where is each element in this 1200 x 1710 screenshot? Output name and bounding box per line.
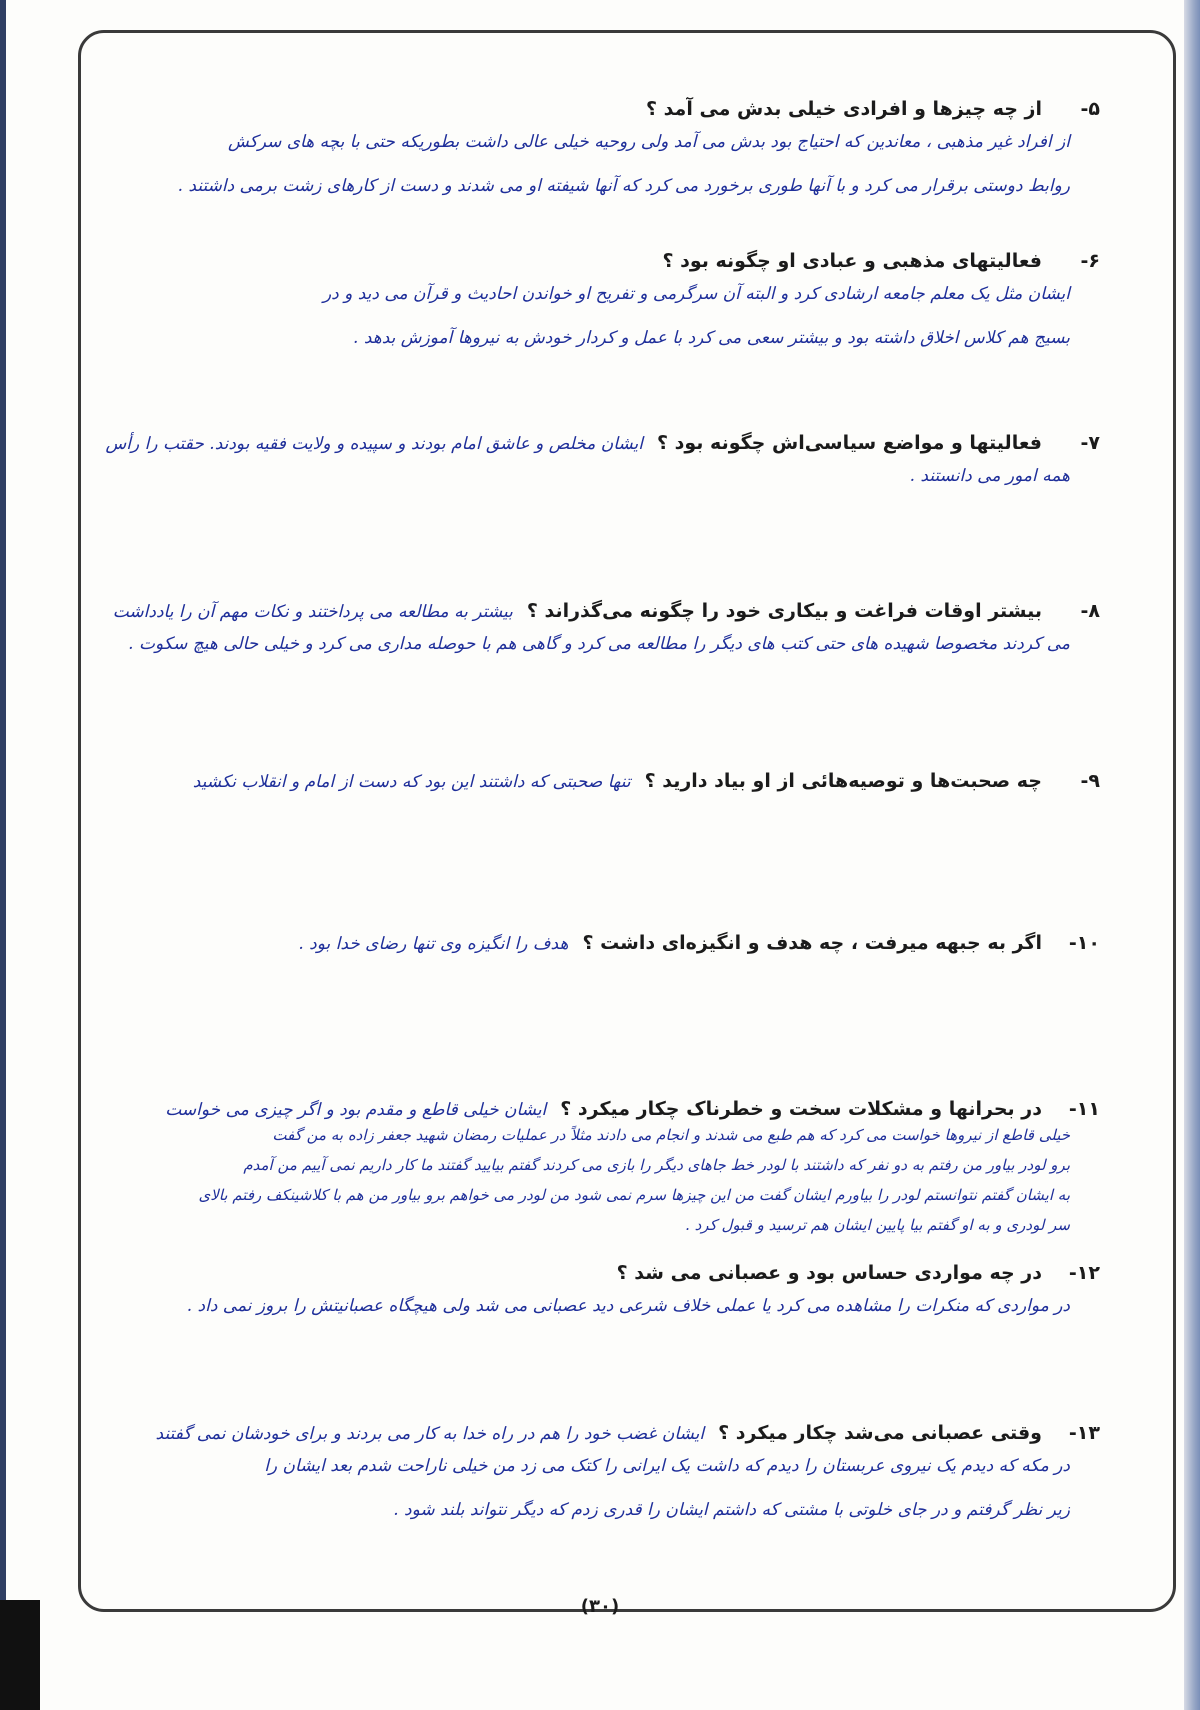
question-number: ۵-	[1080, 98, 1100, 120]
answer-inline: ایشان مخلص و عاشق امام بودند و سپیده و ولایت فقیه بودند. حقتب را رأس	[105, 434, 643, 454]
answer-line: همه امور می دانستند .	[909, 466, 1070, 486]
answer-line: خیلی قاطع از نیروها خواست می کرد که هم طبع می شدند و انجام می دادند مثلاً در عملیات رمضان شهید جعفر زاده به من گفت	[272, 1126, 1070, 1144]
question-number: ۸-	[1080, 600, 1100, 622]
answer-inline: بیشتر به مطالعه می پرداختند و نکات مهم آن را یادداشت	[112, 602, 513, 622]
answer-line: سر لودری و به او گفتم بیا پایین ایشان هم ترسید و قبول کرد .	[685, 1216, 1070, 1234]
question-number: ۱۰-	[1068, 932, 1100, 954]
question-10	[100, 932, 1100, 954]
question-7	[100, 432, 1100, 498]
question-13	[100, 1422, 1100, 1532]
answer-line: ایشان مثل یک معلم جامعه ارشادی کرد و البته آن سرگرمی و تفریح او خواندن احادیث و قرآن می دید و در	[322, 284, 1070, 304]
answer-line: روابط دوستی برقرار می کرد و با آنها طوری برخورد می کرد که آنها شیفته او می شدند و دست از کارهای زشت برمی داشتند .	[177, 176, 1070, 196]
page-number: (۳۰)	[580, 1596, 620, 1617]
question-number: ۱۳-	[1068, 1422, 1100, 1444]
page-edge-right	[1184, 0, 1200, 1710]
question-6	[100, 250, 1100, 360]
answer-line: برو لودر بیاور من رفتم به دو نفر که داشتند با لودر خط جاهای دیگر را بازی می کردند گفتم بیایید گفتند ما کار داریم نمی آییم من آمدم	[243, 1156, 1070, 1174]
answer-line: در مکه که دیدم یک نیروی عربستان را دیدم که داشت یک ایرانی را کتک می زد من خیلی ناراحت شدم بعد ایشان را	[264, 1456, 1070, 1476]
question-text: در بحرانها و مشکلات سخت و خطرناک چکار میکرد ؟	[560, 1098, 1042, 1120]
answer-line: زیر نظر گرفتم و در جای خلوتی با مشتی که داشتم ایشان را قدری زدم که دیگر نتواند بلند شود .	[393, 1500, 1070, 1520]
question-text: فعالیتهای مذهبی و عبادی او چگونه بود ؟	[662, 250, 1042, 272]
question-number: ۷-	[1080, 432, 1100, 454]
answer-line: در مواردی که منکرات را مشاهده می کرد یا عملی خلاف شرعی دید عصبانی می شد ولی هیچگاه عصبانیتش را بروز نمی داد .	[186, 1296, 1070, 1316]
answer-inline: ایشان غضب خود را هم در راه خدا به کار می بردند و برای خودشان نمی گفتند	[155, 1424, 705, 1444]
answer-line: می کردند مخصوصا شهیده های حتی کتب های دیگر را مطالعه می کرد و گاهی هم با حوصله مداری می کرد و خیلی حالی هیچ سکوت .	[128, 634, 1070, 654]
answer-line: بسیج هم کلاس اخلاق داشته بود و بیشتر سعی می کرد با عمل و کردار خودش به نیروها آموزش بدهد .	[353, 328, 1070, 348]
question-number: ۱۲-	[1068, 1262, 1100, 1284]
answer-line: از افراد غیر مذهبی ، معاندین که احتیاج بود بدش می آمد ولی روحیه خیلی عالی داشت بطوریکه حتی با بچه های سرکش	[227, 132, 1070, 152]
question-text: وقتی عصبانی می‌شد چکار میکرد ؟	[718, 1422, 1042, 1444]
answer-inline: هدف را انگیزه وی تنها رضای خدا بود .	[298, 934, 569, 954]
question-text: بیشتر اوقات فراغت و بیکاری خود را چگونه می‌گذراند ؟	[526, 600, 1042, 622]
question-text: چه صحبت‌ها و توصیه‌هائی از او بیاد دارید ؟	[644, 770, 1042, 792]
question-5	[100, 98, 1100, 208]
page-edge-left	[0, 0, 6, 1710]
question-text: فعالیتها و مواضع سیاسی‌اش چگونه بود ؟	[657, 432, 1042, 454]
question-text: از چه چیزها و افرادی خیلی بدش می آمد ؟	[645, 98, 1042, 120]
question-12	[100, 1262, 1100, 1328]
answer-inline: تنها صحبتی که داشتند این بود که دست از امام و انقلاب نکشید	[192, 772, 631, 792]
question-text: اگر به جبهه میرفت ، چه هدف و انگیزه‌ای داشت ؟	[582, 932, 1042, 954]
question-number: ۶-	[1080, 250, 1100, 272]
answer-line: به ایشان گفتم نتوانستم لودر را بیاورم ایشان گفت من این چیزها سرم نمی شود من لودر می خواهم برو بیاور من هم با کلاشینکف رفتم بالای	[198, 1186, 1070, 1204]
question-text: در چه مواردی حساس بود و عصبانی می شد ؟	[616, 1262, 1042, 1284]
answer-inline: ایشان خیلی قاطع و مقدم بود و اگر چیزی می خواست	[165, 1100, 547, 1120]
question-8	[100, 600, 1100, 666]
question-number: ۹-	[1080, 770, 1100, 792]
question-11	[100, 1098, 1100, 1240]
question-9	[100, 770, 1100, 792]
question-number: ۱۱-	[1068, 1098, 1100, 1120]
